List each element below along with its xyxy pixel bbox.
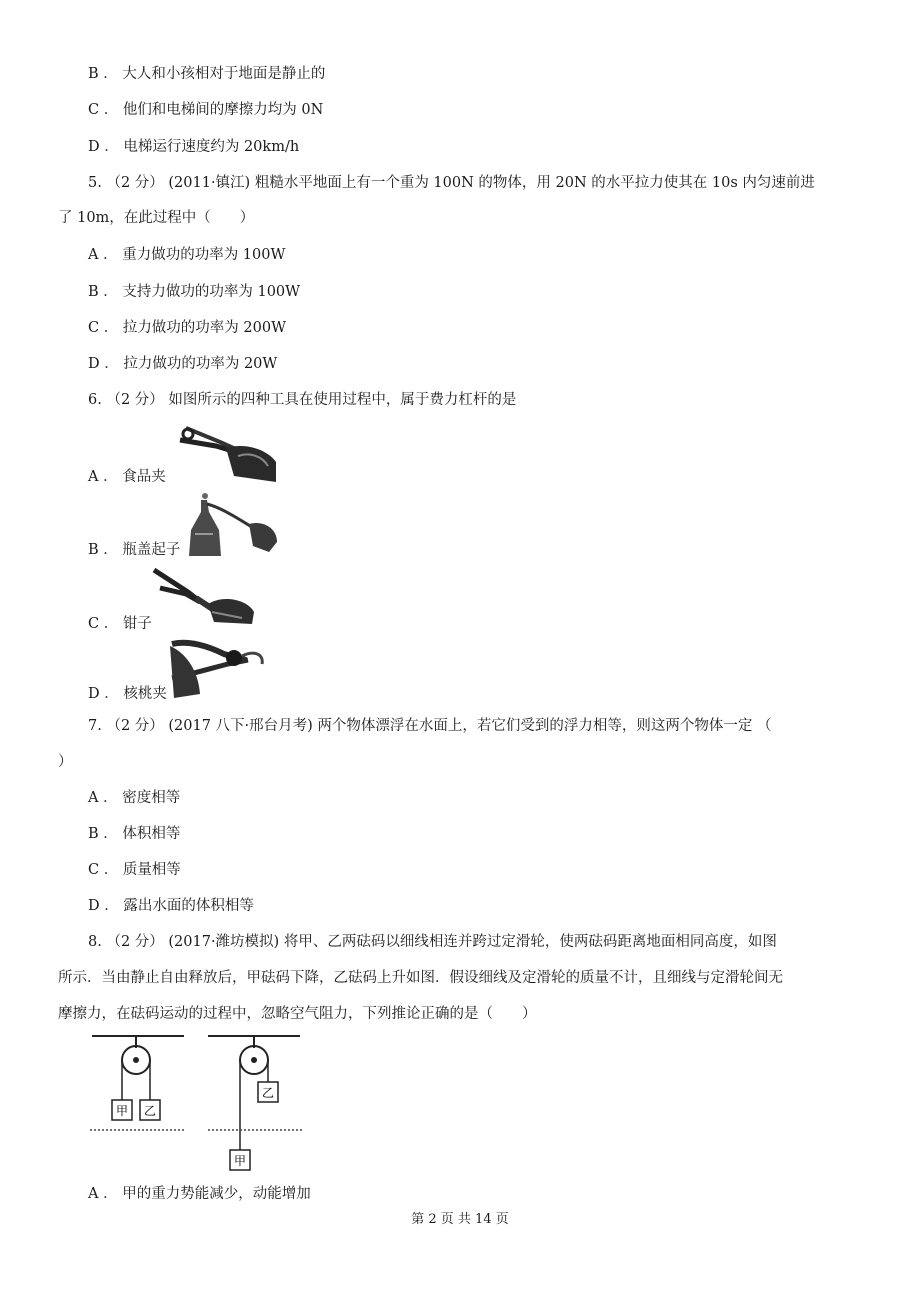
q7-stem-line1: 7. （2 分） (2017 八下·邢台月考) 两个物体漂浮在水面上，若它们受到的浮力相等，则这两个物体一定 （ — [88, 718, 772, 734]
q4-option-b: B ． 大人和小孩相对于地面是静止的 — [88, 66, 326, 82]
pulley-diagram — [86, 1030, 312, 1172]
pliers-image — [152, 566, 256, 630]
q5-option-a: A ． 重力做功的功率为 100W — [88, 247, 286, 263]
q5-stem-line1: 5. （2 分） (2011·镇江) 粗糙水平地面上有一个重为 100N 的物体，用 20N 的水平拉力使其在 10s 内匀速前进 — [88, 175, 815, 191]
bottle-opener-image — [183, 490, 279, 556]
page-footer: 第 2 页 共 14 页 — [411, 1212, 509, 1227]
nutcracker-image — [168, 638, 266, 704]
q8-option-a: A ． 甲的重力势能减少，动能增加 — [88, 1186, 311, 1202]
food-tongs-image — [176, 422, 278, 484]
q7-option-c: C ． 质量相等 — [88, 862, 181, 878]
weight-jia-right-label: 甲 — [233, 1154, 247, 1168]
q7-option-a: A ． 密度相等 — [88, 790, 181, 806]
q5-option-b: B ． 支持力做功的功率为 100W — [88, 284, 301, 300]
weight-yi-left-label: 乙 — [143, 1104, 157, 1118]
q8-stem-line3: 摩擦力，在砝码运动的过程中，忽略空气阻力，下列推论正确的是（ ） — [58, 1006, 537, 1022]
q6-stem: 6. （2 分） 如图所示的四种工具在使用过程中，属于费力杠杆的是 — [88, 392, 517, 408]
q4-option-c: C ． 他们和电梯间的摩擦力均为 0N — [88, 102, 324, 118]
q6-option-b: B ． 瓶盖起子 — [88, 542, 181, 558]
q5-option-d: D ． 拉力做功的功率为 20W — [88, 356, 278, 372]
weight-jia-left-label: 甲 — [115, 1104, 129, 1118]
q8-stem-line2: 所示．当由静止自由释放后，甲砝码下降，乙砝码上升如图．假设细线及定滑轮的质量不计，且细线与定滑轮间无 — [58, 970, 783, 986]
weight-yi-right-label: 乙 — [261, 1086, 275, 1100]
q4-option-d: D ． 电梯运行速度约为 20km/h — [88, 139, 300, 155]
q6-option-a: A ． 食品夹 — [88, 469, 166, 485]
q6-option-d: D ． 核桃夹 — [88, 686, 167, 702]
q8-stem-line1: 8. （2 分） (2017·潍坊模拟) 将甲、乙两砝码以细线相连并跨过定滑轮，使两砝码距离地面相同高度，如图 — [88, 934, 777, 950]
q5-stem-line2: 了 10m，在此过程中（ ） — [58, 210, 255, 226]
q5-option-c: C ． 拉力做功的功率为 200W — [88, 320, 287, 336]
q6-option-c: C ． 钳子 — [88, 616, 152, 632]
q7-option-d: D ． 露出水面的体积相等 — [88, 898, 254, 914]
q7-stem-line2: ） — [58, 754, 73, 770]
q7-option-b: B ． 体积相等 — [88, 826, 181, 842]
